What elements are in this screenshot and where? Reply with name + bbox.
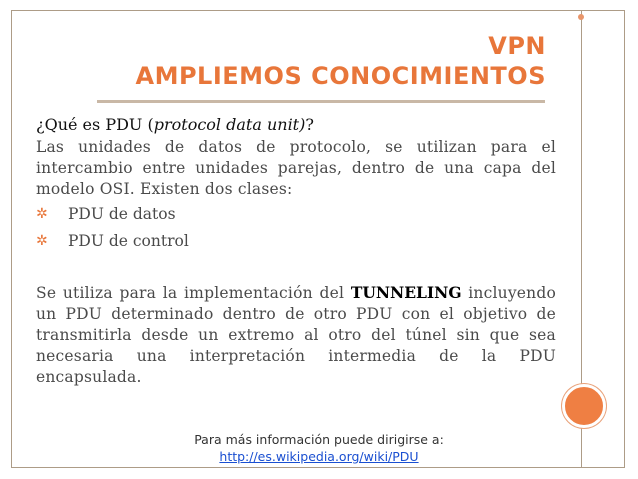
question-italic: protocol data unit) bbox=[153, 115, 306, 134]
question-prefix: ¿Qué es PDU ( bbox=[36, 115, 154, 134]
tunneling-text-before: Se utiliza para la implementación del bbox=[36, 284, 351, 302]
accent-dot-icon bbox=[578, 14, 584, 20]
definition-paragraph: Las unidades de datos de protocolo, se utilizan para el intercambio entre unidades parejas, dentro de una capa del modelo OSI. Existen dos clases: bbox=[36, 138, 556, 198]
slide-title: VPN bbox=[488, 32, 546, 60]
list-item bbox=[36, 204, 556, 225]
tunneling-paragraph bbox=[36, 282, 556, 388]
title-underline bbox=[97, 100, 545, 103]
list-item bbox=[36, 231, 556, 252]
more-info bbox=[150, 431, 488, 465]
more-info-label: Para más información puede dirigirse a: bbox=[194, 432, 444, 447]
tunneling-text-after: incluyendo un PDU determinado dentro de otro PDU con el objetivo de transmitirla desde un extremo al otro del túnel sin que sea necesaria una interpretación intermedia de la PDU encapsulada. bbox=[36, 284, 556, 386]
accent-circle-icon bbox=[562, 384, 606, 428]
question-suffix: ? bbox=[305, 115, 314, 134]
question-heading bbox=[36, 114, 556, 135]
wikipedia-link[interactable]: http://es.wikipedia.org/wiki/PDU bbox=[219, 449, 419, 464]
list-item-label: PDU de control bbox=[68, 232, 189, 250]
orange-ring-bullet-icon: ✲ bbox=[36, 233, 48, 249]
list-item-label: PDU de datos bbox=[68, 205, 176, 223]
slide-content bbox=[36, 114, 556, 388]
orange-ring-bullet-icon: ✲ bbox=[36, 206, 48, 222]
slide-subtitle: AMPLIEMOS CONOCIMIENTOS bbox=[135, 62, 546, 90]
tunneling-keyword: TUNNELING bbox=[350, 283, 462, 302]
pdu-types-list bbox=[36, 204, 556, 252]
